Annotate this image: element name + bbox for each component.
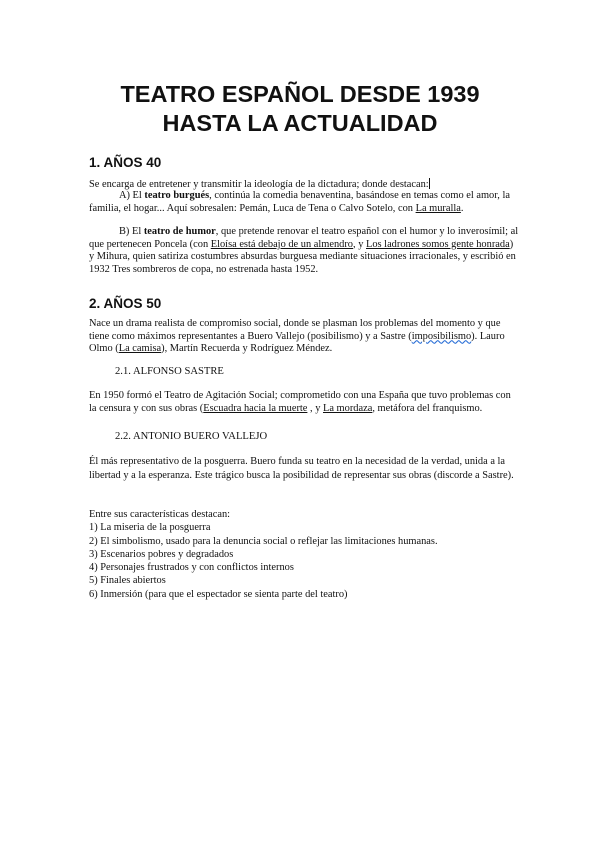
- sastre-text-2: , y: [307, 402, 323, 414]
- section-1-paragraph-b: [89, 226, 519, 276]
- work-eloisa: Eloísa está debajo de un almendro: [210, 238, 353, 250]
- para-a-prefix: A) El: [119, 190, 145, 201]
- section-2-intro-3: ), Martín Recuerda y Rodríguez Méndez.: [161, 343, 333, 355]
- para-b-text-2: , y: [353, 238, 366, 250]
- section-1-heading: 1. AÑOS 40: [89, 155, 162, 170]
- para-b-text-3: ) y Mihura, quien satiriza costumbres absurdas burguesa mediante situaciones irracionales, y escribió en 1932 Tres sombreros de copa, no estrenada hasta 1952.: [89, 238, 516, 275]
- work-la-muralla: La muralla: [415, 202, 461, 214]
- para-b-text-1: , que pretende renovar el teatro español con el humor y lo inverosímil; al que pertenecen Poncela (con: [89, 226, 519, 250]
- list-item: 3) Escenarios pobres y degradados: [89, 548, 234, 560]
- list-intro: Entre sus características destacan:: [89, 509, 231, 520]
- section-1-intro-text: Se encarga de entretener y transmitir la ideología de la dictadura; donde destacan:: [89, 179, 429, 190]
- subsection-2-2-heading: 2.2. ANTONIO BUERO VALLEJO: [115, 431, 268, 442]
- characteristics-list: [89, 508, 519, 601]
- list-item: 4) Personajes frustrados y con conflictos internos: [89, 562, 294, 574]
- section-2-heading: 2. AÑOS 50: [89, 296, 162, 311]
- title-line-2: HASTA LA ACTUALIDAD: [162, 110, 438, 136]
- section-1-paragraph-a: [89, 190, 519, 215]
- section-2-intro: [89, 318, 519, 356]
- sastre-text-1: En 1950 formó el Teatro de Agitación Social; comprometido con una España que tuvo problemas con la censura y con sus obras (: [89, 390, 511, 414]
- sastre-text-3: , metáfora del franquismo.: [372, 402, 483, 414]
- work-la-mordaza: La mordaza: [323, 402, 373, 414]
- list-item: 2) El simbolismo, usado para la denuncia social o reflejar las limitaciones humanas.: [89, 535, 438, 547]
- para-b-prefix: B) El: [119, 226, 144, 237]
- para-b-bold: teatro de humor: [143, 226, 216, 237]
- work-escuadra: Escuadra hacia la muerte: [203, 402, 308, 414]
- term-imposibilismo: imposibilismo: [411, 330, 472, 342]
- list-item: 5) Finales abiertos: [89, 575, 166, 587]
- subsection-2-2-paragraph: Él más representativo de la posguerra. Buero funda su teatro en la necesidad de la verdad, unida a la libertad y a la esperanza. Este trágico busca la posibilidad de representar sus obras (discorde a Sastre).: [89, 456, 514, 481]
- section-2-intro-2: ). Lauro Olmo (: [89, 330, 505, 355]
- subsection-2-1-heading: 2.1. ALFONSO SASTRE: [115, 366, 224, 377]
- work-la-camisa: La camisa: [118, 343, 162, 355]
- para-a-end: .: [460, 202, 464, 214]
- document-title: [60, 80, 540, 138]
- work-los-ladrones: Los ladrones somos gente honrada: [366, 238, 510, 250]
- para-a-text: , continúa la comedia benaventina, basándose en temas como el amor, la familia, el hogar... Aquí sobresalen: Pemán, Luca de Tena o Calvo Sotelo, con: [89, 190, 510, 214]
- section-2-intro-1: Nace un drama realista de compromiso social, donde se plasman los problemas del momento y que tiene como máximos representantes a Buero Vallejo (posibilismo) y a Sastre (: [89, 318, 501, 342]
- text-cursor: [429, 178, 430, 189]
- list-item: 1) La miseria de la posguerra: [89, 522, 211, 534]
- subsection-2-1-paragraph: [89, 390, 519, 415]
- para-a-bold: teatro burgués: [144, 190, 210, 201]
- list-item: 6) Inmersión (para que el espectador se sienta parte del teatro): [89, 588, 348, 600]
- title-line-1: TEATRO ESPAÑOL DESDE 1939: [120, 81, 480, 107]
